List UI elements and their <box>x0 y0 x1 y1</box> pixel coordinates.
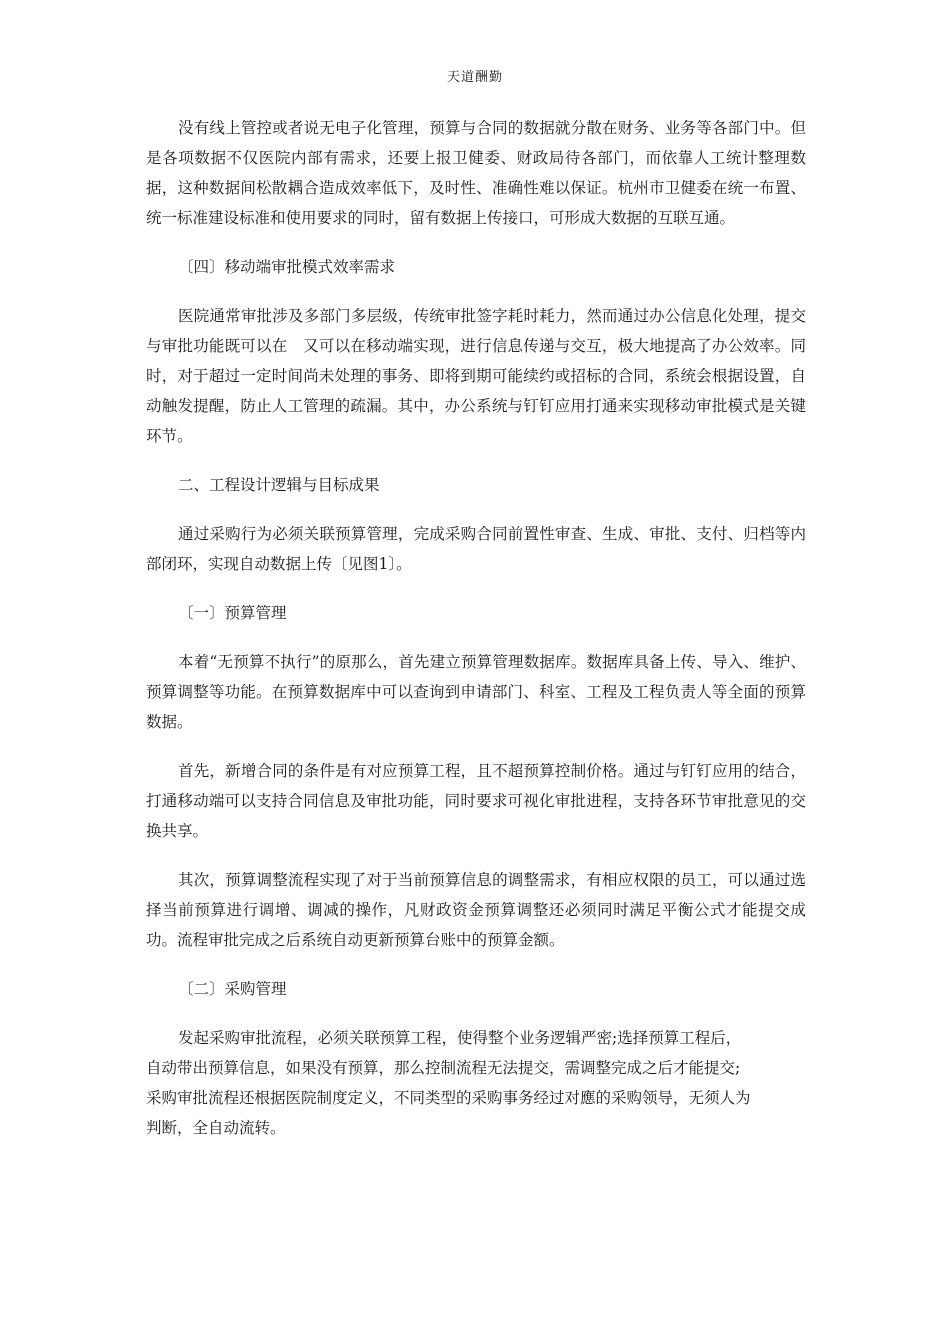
paragraph-line: 判断，全自动流转。 <box>146 1119 286 1137</box>
paragraph-last <box>146 1023 806 1143</box>
paragraph: 首先，新增合同的条件是有对应预算工程，且不超预算控制价格。通过与钉钉应用的结合，打通移动端可以支持合同信息及审批功能，同时要求可视化审批进程，支持各环节审批意见的交换共享。 <box>146 762 806 840</box>
paragraph-line: 采购审批流程还根据医院制度定义，不同类型的采购事务经过对應的采购领导，无须人为 <box>146 1089 751 1107</box>
section-heading: 〔四〕移动端审批模式效率需求 <box>178 258 396 276</box>
paragraph: 其次，预算调整流程实现了对于当前预算信息的调整需求，有相应权限的员工，可以通过选择当前预算进行调增、调减的操作，凡财政资金预算调整还必须同时满足平衡公式才能提交成功。流程审批完成之后系统自动更新预算台账中的预算金额。 <box>146 871 806 949</box>
paragraph: 本着“无预算不执行”的原那么，首先建立预算管理数据库。数据库具备上传、导入、维护、预算调整等功能。在预算数据库中可以查询到申请部门、科室、工程及工程负责人等全面的预算数据。 <box>146 653 806 731</box>
section-heading: 〔二〕采购管理 <box>178 980 287 998</box>
paragraph: 通过采购行为必须关联预算管理，完成采购合同前置性审查、生成、审批、支付、归档等内部闭环，实现自动数据上传〔见图1〕。 <box>146 525 806 573</box>
section-heading: 二、工程设计逻辑与目标成果 <box>178 476 380 494</box>
paragraph-line: 发起采购审批流程，必须关联预算工程，使得整个业务逻辑严密;选择预算工程后， <box>178 1029 742 1047</box>
page-header: 天道酬勤 <box>446 70 503 85</box>
paragraph-line: 自动带出预算信息，如果没有预算，那么控制流程无法提交，需调整完成之后才能提交; <box>146 1059 741 1077</box>
section-heading: 〔一〕预算管理 <box>178 604 287 622</box>
paragraph: 医院通常审批涉及多部门多层级，传统审批签字耗时耗力，然而通过办公信息化处理，提交与审批功能既可以在 又可以在移动端实现，进行信息传递与交互，极大地提高了办公效率。同时，对于超过一定时间尚未处理的事务、即将到期可能续约或招标的合同，系统会根据设置，自动触发提醒，防止人工管理的疏漏。其中，办公系统与钉钉应用打通来实现移动审批模式是关键环节。 <box>146 307 806 445</box>
paragraph: 没有线上管控或者说无电子化管理，预算与合同的数据就分散在财务、业务等各部门中。但是各项数据不仅医院内部有需求，还要上报卫健委、财政局待各部门，而依靠人工统计整理数据，这种数据间松散耦合造成效率低下，及时性、准确性难以保证。杭州市卫健委在统一布置、统一标准建设标准和使用要求的同时，留有数据上传接口，可形成大数据的互联互通。 <box>146 119 806 227</box>
document-body <box>146 113 806 1143</box>
